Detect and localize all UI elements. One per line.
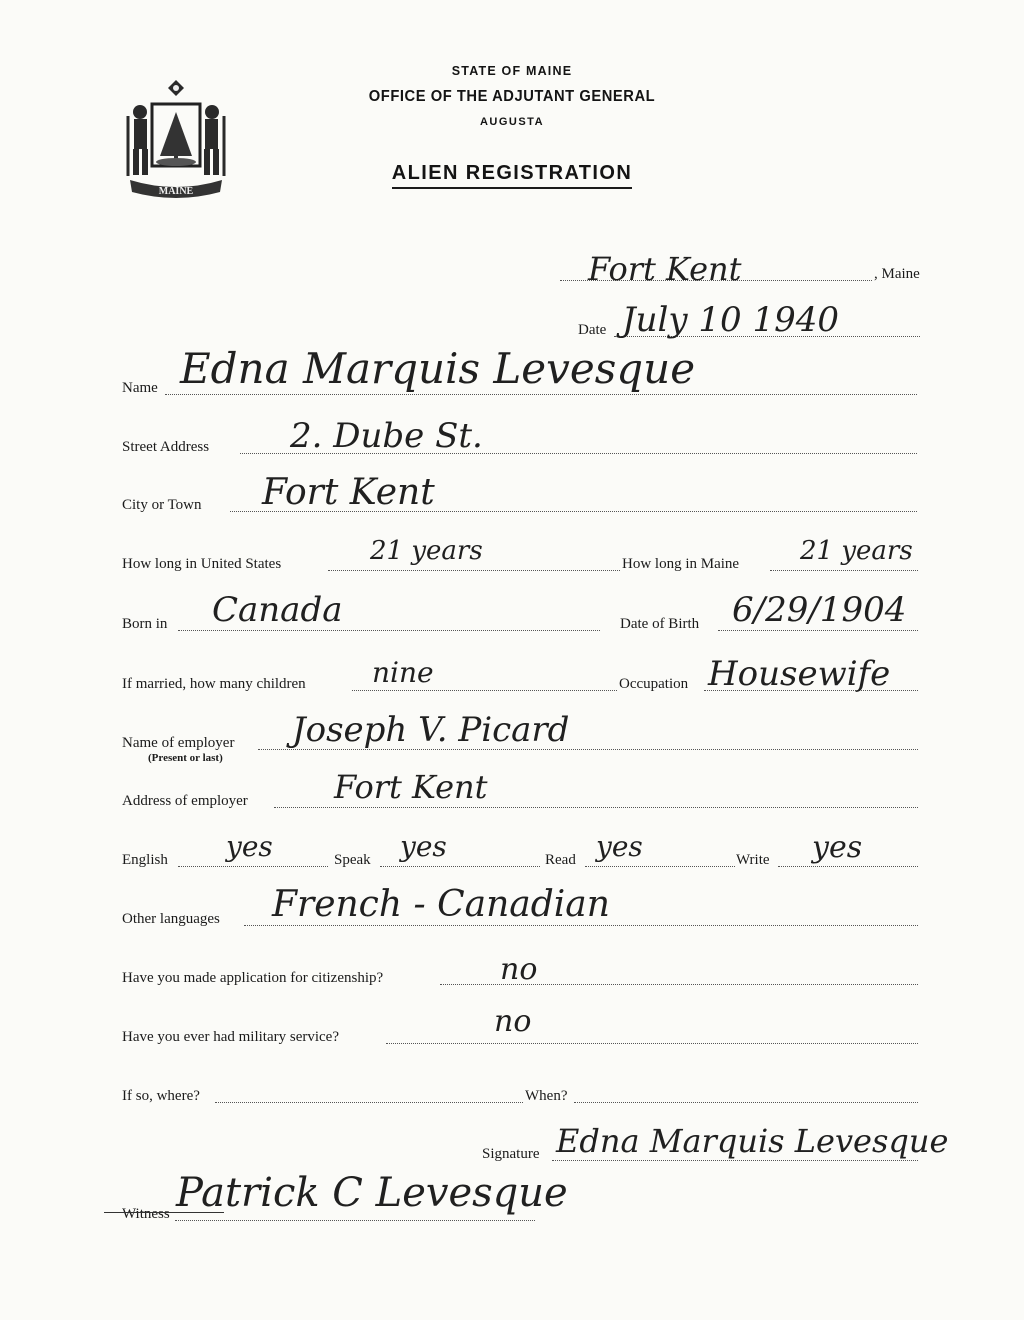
form-title-text: ALIEN REGISTRATION bbox=[392, 162, 632, 189]
city-label: City or Town bbox=[122, 497, 202, 513]
place-value[interactable]: Fort Kent bbox=[588, 250, 742, 288]
state-heading: STATE OF MAINE bbox=[451, 64, 573, 78]
english-value[interactable]: yes bbox=[226, 830, 273, 863]
other-languages-label: Other languages bbox=[122, 911, 220, 927]
english-label: English bbox=[122, 852, 168, 868]
dob-value[interactable]: 6/29/1904 bbox=[732, 590, 907, 630]
form-title bbox=[0, 162, 1024, 185]
how-long-us-value[interactable]: 21 years bbox=[370, 536, 483, 566]
children-line bbox=[352, 690, 617, 691]
occupation-label: Occupation bbox=[619, 676, 689, 692]
name-line bbox=[165, 394, 917, 395]
signature-line bbox=[552, 1160, 918, 1161]
how-long-me-label: How long in Maine bbox=[622, 556, 740, 572]
employer-address-label: Address of employer bbox=[122, 793, 248, 809]
place-suffix-label: , Maine bbox=[874, 266, 920, 282]
signature-label: Signature bbox=[482, 1146, 540, 1162]
witness-value[interactable]: Patrick C Levesque bbox=[176, 1170, 568, 1216]
military-label: Have you ever had military service? bbox=[122, 1029, 339, 1045]
witness-label: Witness bbox=[122, 1206, 170, 1222]
read-line bbox=[585, 866, 735, 867]
date-label: Date bbox=[578, 322, 607, 338]
born-line bbox=[178, 630, 600, 631]
how-long-me-line bbox=[770, 570, 918, 571]
city-value[interactable]: Fort Kent bbox=[262, 472, 435, 513]
how-long-us-line bbox=[328, 570, 620, 571]
write-value[interactable]: yes bbox=[812, 830, 863, 865]
where-line[interactable] bbox=[215, 1102, 523, 1103]
read-value[interactable]: yes bbox=[596, 830, 643, 863]
name-label: Name bbox=[122, 380, 158, 396]
english-line bbox=[178, 866, 328, 867]
employer-label: Name of employer bbox=[122, 735, 235, 751]
speak-line bbox=[380, 866, 540, 867]
how-long-me-value[interactable]: 21 years bbox=[800, 536, 913, 566]
signature-value[interactable]: Edna Marquis Levesque bbox=[556, 1122, 949, 1160]
speak-label: Speak bbox=[334, 852, 371, 868]
employer-address-value[interactable]: Fort Kent bbox=[334, 768, 488, 806]
dob-line bbox=[718, 630, 918, 631]
write-line bbox=[778, 866, 918, 867]
children-label: If married, how many children bbox=[122, 676, 306, 692]
children-value[interactable]: nine bbox=[372, 656, 434, 689]
citizenship-value[interactable]: no bbox=[500, 952, 538, 987]
military-line bbox=[386, 1043, 918, 1044]
write-label: Write bbox=[736, 852, 770, 868]
military-value[interactable]: no bbox=[494, 1004, 532, 1039]
date-value[interactable]: July 10 1940 bbox=[622, 300, 840, 340]
street-label: Street Address bbox=[122, 439, 210, 455]
when-line[interactable] bbox=[574, 1102, 918, 1103]
read-label: Read bbox=[545, 852, 576, 868]
seal-text: MAINE bbox=[158, 186, 194, 197]
name-value[interactable]: Edna Marquis Levesque bbox=[180, 344, 696, 393]
how-long-us-label: How long in United States bbox=[122, 556, 282, 572]
employer-value[interactable]: Joseph V. Picard bbox=[292, 710, 570, 750]
occupation-value[interactable]: Housewife bbox=[708, 654, 891, 694]
speak-value[interactable]: yes bbox=[400, 830, 447, 863]
city-heading: AUGUSTA bbox=[479, 116, 545, 128]
other-languages-value[interactable]: French - Canadian bbox=[272, 884, 610, 925]
office-heading: OFFICE OF THE ADJUTANT GENERAL bbox=[368, 88, 656, 105]
street-value[interactable]: 2. Dube St. bbox=[290, 416, 483, 456]
witness-line bbox=[175, 1220, 535, 1221]
witness-strike-stroke bbox=[104, 1212, 224, 1213]
employer-sub-label: (Present or last) bbox=[148, 752, 223, 764]
when-label: When? bbox=[525, 1088, 568, 1104]
citizenship-label: Have you made application for citizenship? bbox=[122, 970, 384, 986]
born-label: Born in bbox=[122, 616, 168, 632]
other-languages-line bbox=[244, 925, 918, 926]
employer-address-line bbox=[274, 807, 918, 808]
born-value[interactable]: Canada bbox=[212, 590, 343, 630]
dob-label: Date of Birth bbox=[620, 616, 700, 632]
where-label: If so, where? bbox=[122, 1088, 200, 1104]
